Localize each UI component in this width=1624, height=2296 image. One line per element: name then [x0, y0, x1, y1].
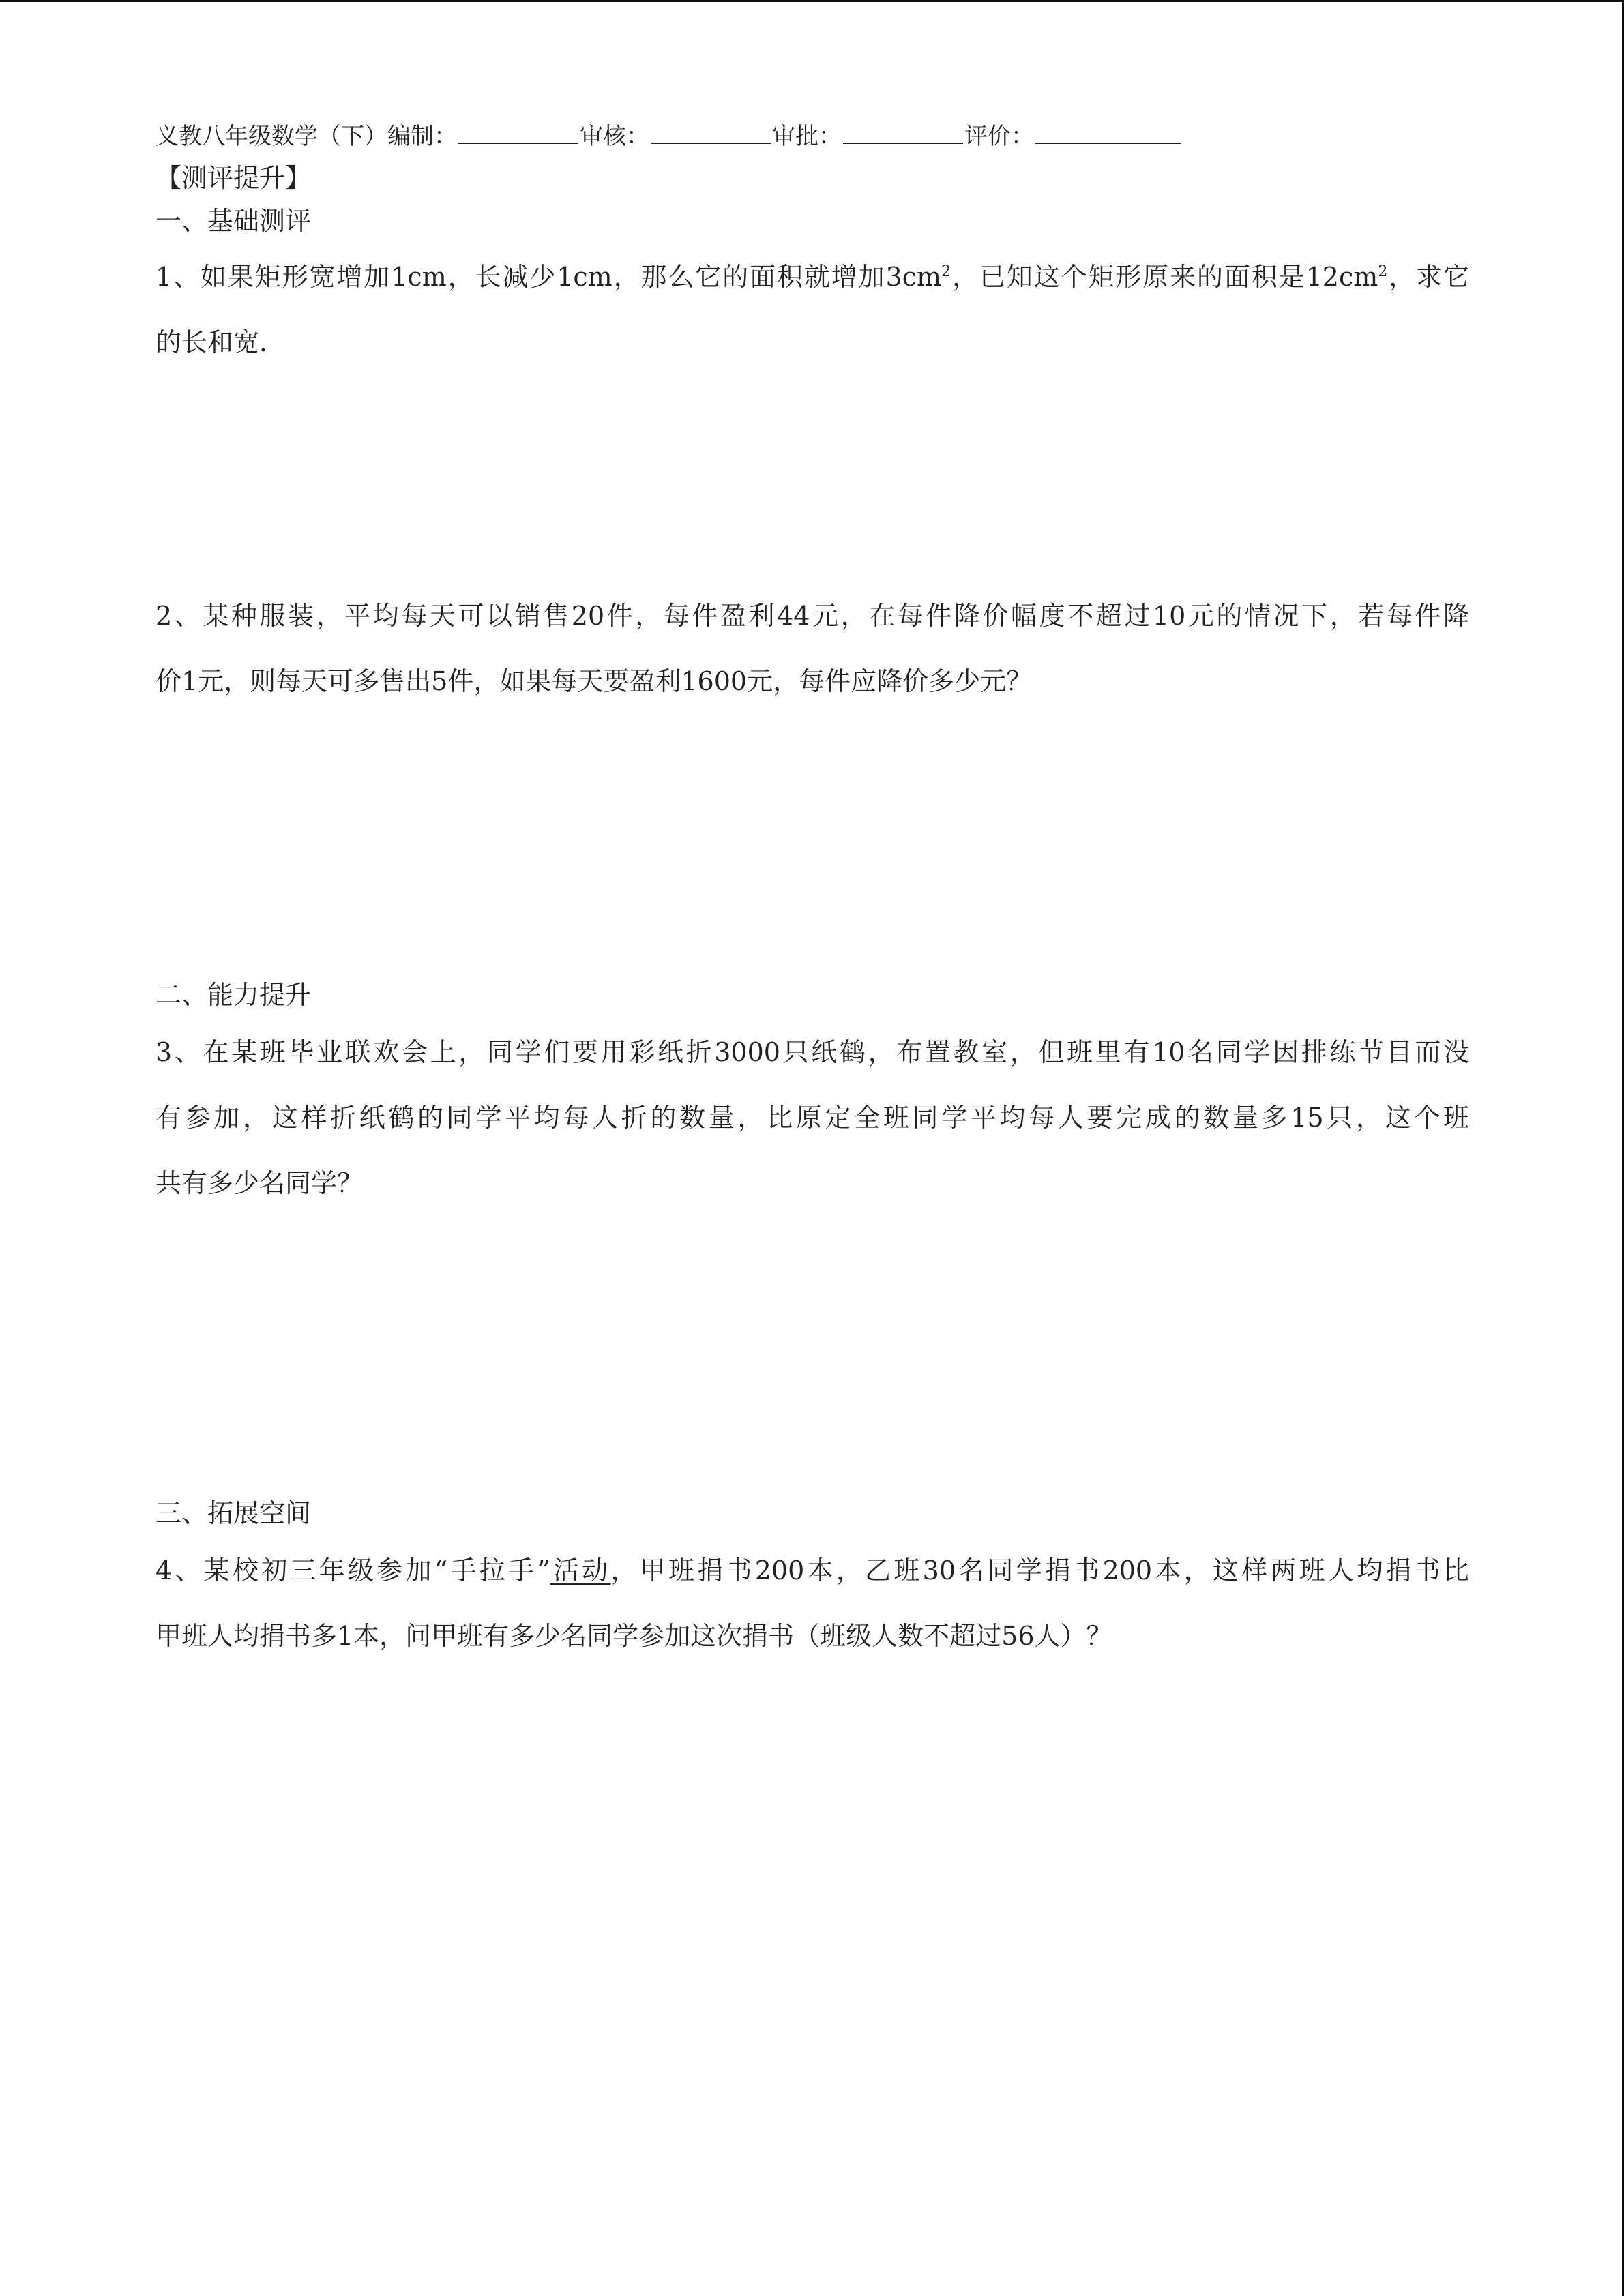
superscript-2: 2 [941, 263, 951, 280]
problem-2-line-2: 价1元，则每天可多售出5件，如果每天要盈利1600元，每件应降价多少元？ [156, 666, 1033, 696]
problem-3-line-1: 3、在某班毕业联欢会上，同学们要用彩纸折3000只纸鹤，布置教室，但班里有10名同学因排练节目而没 [156, 1037, 1469, 1067]
evaluate-label: 评价： [964, 123, 1034, 150]
problem-2-line-1: 2、某种服装，平均每天可以销售20件，每件盈利44元，在每件降价幅度不超过10元的情况下，若每件降 [156, 601, 1469, 631]
problem-1-text-c: ，求它 [1387, 262, 1470, 292]
problem-4-text-a: 4、某校初三年级参加“手拉手” [156, 1555, 550, 1585]
activity-link[interactable]: 活动 [550, 1555, 611, 1585]
approve-label: 审批： [772, 123, 842, 150]
problem-1-line-2: 的长和宽. [156, 327, 268, 357]
review-label: 审核： [580, 123, 649, 150]
problem-3-line-3: 共有多少名同学？ [156, 1168, 364, 1198]
problem-3 [156, 1019, 1469, 1216]
problem-4 [156, 1538, 1469, 1669]
problem-1-text-b: ，已知这个矩形原来的面积是12cm [951, 262, 1378, 292]
worksheet-header [156, 119, 1183, 153]
reviewer-blank [651, 119, 771, 144]
editor-blank [458, 119, 578, 144]
problem-2 [156, 583, 1469, 714]
section-extension-heading: 三、拓展空间 [156, 1498, 312, 1528]
problem-3-line-2: 有参加，这样折纸鹤的同学平均每人折的数量，比原定全班同学平均每人要完成的数量多15只，这个班 [156, 1103, 1469, 1133]
section-ability-heading: 二、能力提升 [156, 980, 312, 1010]
section-basic-heading: 一、基础测评 [156, 206, 312, 236]
problem-4-line-2: 甲班人均捐书多1本，问甲班有多少名同学参加这次捐书（班级人数不超过56人）？ [156, 1621, 1112, 1651]
problem-4-line-1 [156, 1538, 1469, 1603]
problem-1-text-a: 1、如果矩形宽增加1cm，长减少1cm，那么它的面积就增加3cm [156, 262, 942, 292]
problem-1-line-1 [156, 244, 1469, 310]
problem-1 [156, 244, 1469, 375]
subject-label: 义教八年级数学（下）编制： [156, 123, 457, 150]
worksheet-title: 【测评提升】 [156, 163, 312, 193]
approver-blank [843, 119, 963, 144]
superscript-2: 2 [1378, 263, 1388, 280]
evaluation-blank [1035, 119, 1181, 144]
problem-4-text-b: ，甲班捐书200本，乙班30名同学捐书200本，这样两班人均捐书比 [610, 1555, 1469, 1585]
